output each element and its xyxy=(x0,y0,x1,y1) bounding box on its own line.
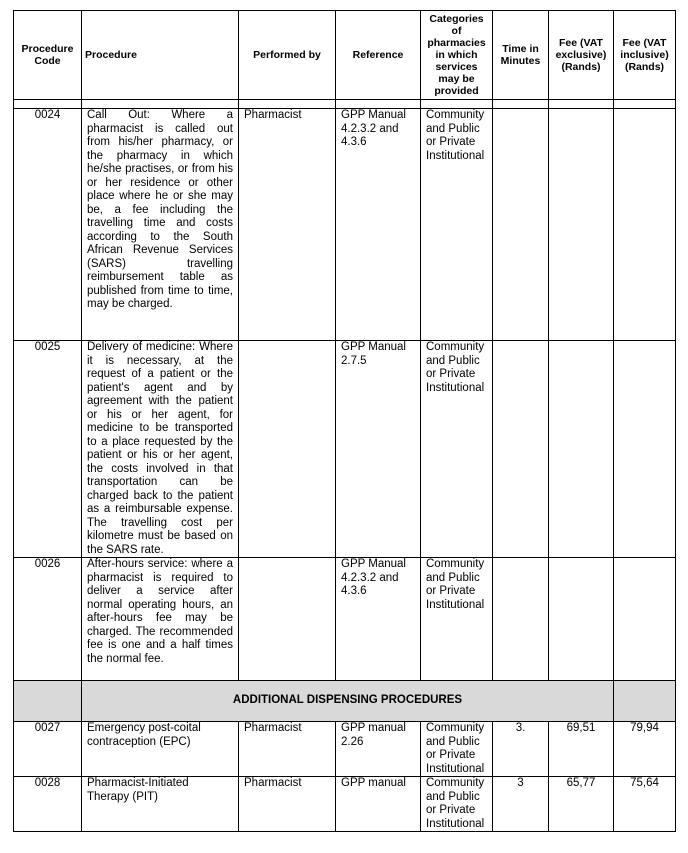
cell-fee-excl: 69,51 xyxy=(549,722,614,777)
cell-performed-by xyxy=(239,341,336,558)
cell-fee-incl: 79,94 xyxy=(614,722,676,777)
cell-reference: GPP Manual 4.2.3.2 and 4.3.6 xyxy=(336,109,421,341)
cell-fee-excl: 65,77 xyxy=(549,777,614,832)
header-reference: Reference xyxy=(336,11,421,100)
cell-code: 0026 xyxy=(14,558,82,681)
table-row xyxy=(14,341,676,558)
table-row xyxy=(14,109,676,341)
cell-fee-excl xyxy=(549,109,614,341)
cell-fee-incl xyxy=(614,558,676,681)
cell-procedure: Pharmacist-Initiated Therapy (PIT) xyxy=(82,777,239,832)
cell-procedure: Call Out: Where a pharmacist is called out from his/her pharmacy, or the pharmacy in which he/she practises, or from his or her residence or other place where he or she may be, a fee including the travelling time and costs according to the South African Revenue Services (SARS) travelling reimbursement table as published from time to time, may be charged. xyxy=(82,109,239,341)
cell-procedure: Emergency post-coital contraception (EPC) xyxy=(82,722,239,777)
table-row xyxy=(14,722,676,777)
cell-reference: GPP manual xyxy=(336,777,421,832)
header-time: Time in Minutes xyxy=(493,11,549,100)
cell-procedure: Delivery of medicine: Where it is necessary, at the request of a patient or the patient's agent and by agreement with the patient or his or her agent, for medicine to be transported to a place requested by the patient or his or her agent, the costs involved in that transportation can be charged back to the patient as a reimbursable expense. The travelling cost per kilometre must be based on the SARS rate. xyxy=(82,341,239,558)
cell-reference: GPP Manual 2.7.5 xyxy=(336,341,421,558)
header-categories: Categories of pharmacies in which services may be provided xyxy=(421,11,493,100)
cell-performed-by: Pharmacist xyxy=(239,109,336,341)
cell-categories: Community and Public or Private Institutional xyxy=(421,341,493,558)
cell-time xyxy=(493,558,549,681)
cell-fee-excl xyxy=(549,558,614,681)
spacer-row xyxy=(14,100,676,109)
section-header-row xyxy=(14,681,676,722)
header-row xyxy=(14,11,676,100)
cell-time xyxy=(493,109,549,341)
cell-fee-incl: 75,64 xyxy=(614,777,676,832)
cell-performed-by: Pharmacist xyxy=(239,722,336,777)
cell-code: 0028 xyxy=(14,777,82,832)
header-procedure-code: Procedure Code xyxy=(14,11,82,100)
fee-table xyxy=(13,10,676,832)
cell-categories: Community and Public or Private Institutional xyxy=(421,558,493,681)
cell-reference: GPP Manual 4.2.3.2 and 4.3.6 xyxy=(336,558,421,681)
section-blank-cell xyxy=(14,681,82,722)
section-blank-cell xyxy=(614,681,676,722)
header-fee-incl: Fee (VAT inclusive) (Rands) xyxy=(614,11,676,100)
cell-code: 0024 xyxy=(14,109,82,341)
cell-code: 0027 xyxy=(14,722,82,777)
cell-fee-excl xyxy=(549,341,614,558)
header-performed-by: Performed by xyxy=(239,11,336,100)
cell-time xyxy=(493,341,549,558)
cell-categories: Community and Public or Private Institutional xyxy=(421,722,493,777)
cell-code: 0025 xyxy=(14,341,82,558)
cell-performed-by xyxy=(239,558,336,681)
table-row xyxy=(14,777,676,832)
table-row xyxy=(14,558,676,681)
section-title: ADDITIONAL DISPENSING PROCEDURES xyxy=(82,681,614,722)
cell-performed-by: Pharmacist xyxy=(239,777,336,832)
cell-time: 3. xyxy=(493,722,549,777)
cell-time: 3 xyxy=(493,777,549,832)
cell-fee-incl xyxy=(614,109,676,341)
header-fee-excl: Fee (VAT exclusive) (Rands) xyxy=(549,11,614,100)
cell-reference: GPP manual 2.26 xyxy=(336,722,421,777)
cell-categories: Community and Public or Private Institutional xyxy=(421,777,493,832)
cell-procedure: After-hours service: where a pharmacist is required to deliver a service after normal operating hours, an after-hours fee may be charged. The recommended fee is one and a half times the normal fee. xyxy=(82,558,239,681)
cell-fee-incl xyxy=(614,341,676,558)
cell-categories: Community and Public or Private Institutional xyxy=(421,109,493,341)
header-procedure: Procedure xyxy=(82,11,239,100)
